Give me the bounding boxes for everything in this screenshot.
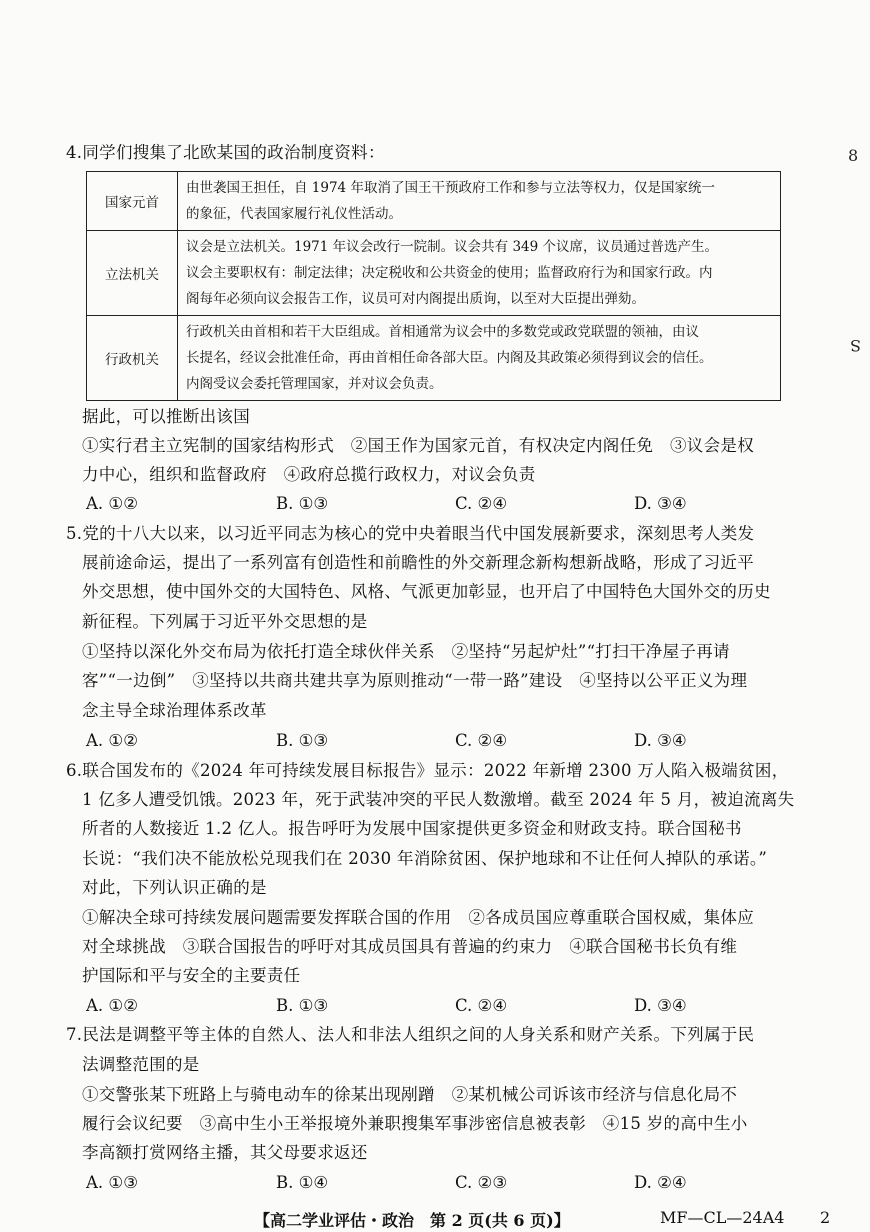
- footer-code: MF—CL—24A4: [660, 1208, 785, 1227]
- q6-option-a[interactable]: A. ①②: [86, 996, 138, 1015]
- cell-line: 阁每年必须向议会报告工作，议员可对内阁提出质询，以至对大臣提出弹劾。: [186, 291, 645, 307]
- political-system-table: [86, 171, 781, 401]
- q7-option-c[interactable]: C. ②③: [455, 1173, 508, 1192]
- q5-stem-line: 5.党的十八大以来，以习近平同志为核心的党中央着眼当代中国发展新要求，深刻思考人类发: [66, 524, 755, 543]
- q5-option-a[interactable]: A. ①②: [86, 731, 138, 750]
- cell-line: 由世袭国王担任，自 1974 年取消了国王干预政府工作和参与立法等权力，仅是国家统一: [186, 180, 715, 196]
- q6-item-line: 对全球挑战 ③联合国报告的呼吁对其成员国具有普遍的约束力 ④联合国秘书长负有维: [82, 937, 738, 956]
- q5-option-c[interactable]: C. ②④: [455, 731, 508, 750]
- table-row: [87, 231, 781, 316]
- q4-option-b[interactable]: B. ①③: [276, 494, 329, 513]
- table-cell: [178, 172, 781, 231]
- q6-option-c[interactable]: C. ②④: [455, 996, 508, 1015]
- q7-stem-line: 法调整范围的是: [82, 1055, 200, 1074]
- margin-mark-middle: S: [850, 336, 861, 355]
- q4-lead: 据此，可以推断出该国: [82, 407, 250, 426]
- q6-stem-line: 所者的人数接近 1.2 亿人。报告呼吁为发展中国家提供更多资金和财政支持。联合国秘书: [82, 819, 742, 838]
- q4-item-line: 力中心，组织和监督政府 ④政府总揽行政权力，对议会负责: [82, 465, 536, 484]
- q7-option-a[interactable]: A. ①③: [86, 1173, 138, 1192]
- table-header-legislature: 立法机关: [87, 231, 178, 316]
- table-cell: [178, 231, 781, 316]
- cell-line: 议会主要职权有：制定法律；决定税收和公共资金的使用；监督政府行为和国家行政。内: [186, 265, 713, 281]
- q5-item-line: 念主导全球治理体系改革: [82, 701, 267, 720]
- q5-option-b[interactable]: B. ①③: [276, 731, 329, 750]
- q6-option-d[interactable]: D. ③④: [634, 996, 687, 1015]
- q5-stem-line: 新征程。下列属于习近平外交思想的是: [82, 612, 368, 631]
- q5-item-line: 客”“一边倒” ③坚持以共商共建共享为原则推动“一带一路”建设 ④坚持以公平正义为理: [82, 671, 748, 690]
- q6-item-line: ①解决全球可持续发展问题需要发挥联合国的作用 ②各成员国应尊重联合国权威，集体应: [82, 908, 754, 927]
- cell-line: 内阁受议会委托管理国家，并对议会负责。: [186, 376, 443, 392]
- q6-stem-line: 对此，下列认识正确的是: [82, 878, 267, 897]
- q5-stem-line: 展前途命运，提出了一系列富有创造性和前瞻性的外交新理念新构想新战略，形成了习近平: [82, 553, 754, 572]
- q7-item-line: ①交警张某下班路上与骑电动车的徐某出现剐蹭 ②某机械公司诉该市经济与信息化局不: [82, 1085, 738, 1104]
- q6-stem-line: 1 亿多人遭受饥饿。2023 年，死于武装冲突的平民人数激增。截至 2024 年 5 月，被迫流离失: [82, 790, 795, 809]
- table-row: [87, 172, 781, 231]
- q7-option-d[interactable]: D. ②④: [634, 1173, 687, 1192]
- table-header-executive: 行政机关: [87, 316, 178, 401]
- q6-item-line: 护国际和平与安全的主要责任: [82, 966, 301, 985]
- footer-title: 【高二学业评估・政治 第 2 页(共 6 页)】: [254, 1211, 570, 1230]
- table-row: [87, 316, 781, 401]
- q6-stem-line: 长说：“我们决不能放松兑现我们在 2030 年消除贫困、保护地球和不让任何人掉队的承诺。”: [82, 849, 768, 868]
- q7-option-b[interactable]: B. ①④: [276, 1173, 329, 1192]
- q4-option-d[interactable]: D. ③④: [634, 494, 687, 513]
- q4-stem: 4.同学们搜集了北欧某国的政治制度资料：: [66, 143, 385, 162]
- cell-line: 的象征，代表国家履行礼仪性活动。: [186, 206, 402, 222]
- q6-stem-line: 6.联合国发布的《2024 年可持续发展目标报告》显示：2022 年新增 2300 万人陷入极端贫困，: [66, 761, 789, 780]
- q7-item-line: 履行会议纪要 ③高中生小王举报境外兼职搜集军事涉密信息被表彰 ④15 岁的高中生小: [82, 1114, 748, 1133]
- cell-line: 长提名，经议会批准任命，再由首相任命各部大臣。内阁及其政策必须得到议会的信任。: [186, 350, 713, 366]
- table-header-head-of-state: 国家元首: [87, 172, 178, 231]
- q5-stem-line: 外交思想，使中国外交的大国特色、风格、气派更加彰显，也开启了中国特色大国外交的历史: [82, 582, 771, 601]
- footer-page-number: 2: [820, 1208, 831, 1227]
- q4-option-c[interactable]: C. ②④: [455, 494, 508, 513]
- q7-item-line: 李高额打赏网络主播，其父母要求返还: [82, 1143, 368, 1162]
- q5-item-line: ①坚持以深化外交布局为依托打造全球伙伴关系 ②坚持“另起炉灶”“打扫干净屋子再请: [82, 642, 730, 661]
- q4-option-a[interactable]: A. ①②: [86, 494, 138, 513]
- cell-line: 议会是立法机关。1971 年议会改行一院制。议会共有 349 个议席，议员通过普选产生。: [186, 239, 718, 255]
- q7-stem-line: 7.民法是调整平等主体的自然人、法人和非法人组织之间的人身关系和财产关系。下列属于民: [66, 1025, 755, 1044]
- table-cell: [178, 316, 781, 401]
- cell-line: 行政机关由首相和若干大臣组成。首相通常为议会中的多数党或政党联盟的领袖，由议: [186, 324, 699, 340]
- q5-option-d[interactable]: D. ③④: [634, 731, 687, 750]
- margin-mark-top: 8: [848, 146, 859, 165]
- q4-item-line: ①实行君主立宪制的国家结构形式 ②国王作为国家元首，有权决定内阁任免 ③议会是权: [82, 436, 754, 455]
- q6-option-b[interactable]: B. ①③: [276, 996, 329, 1015]
